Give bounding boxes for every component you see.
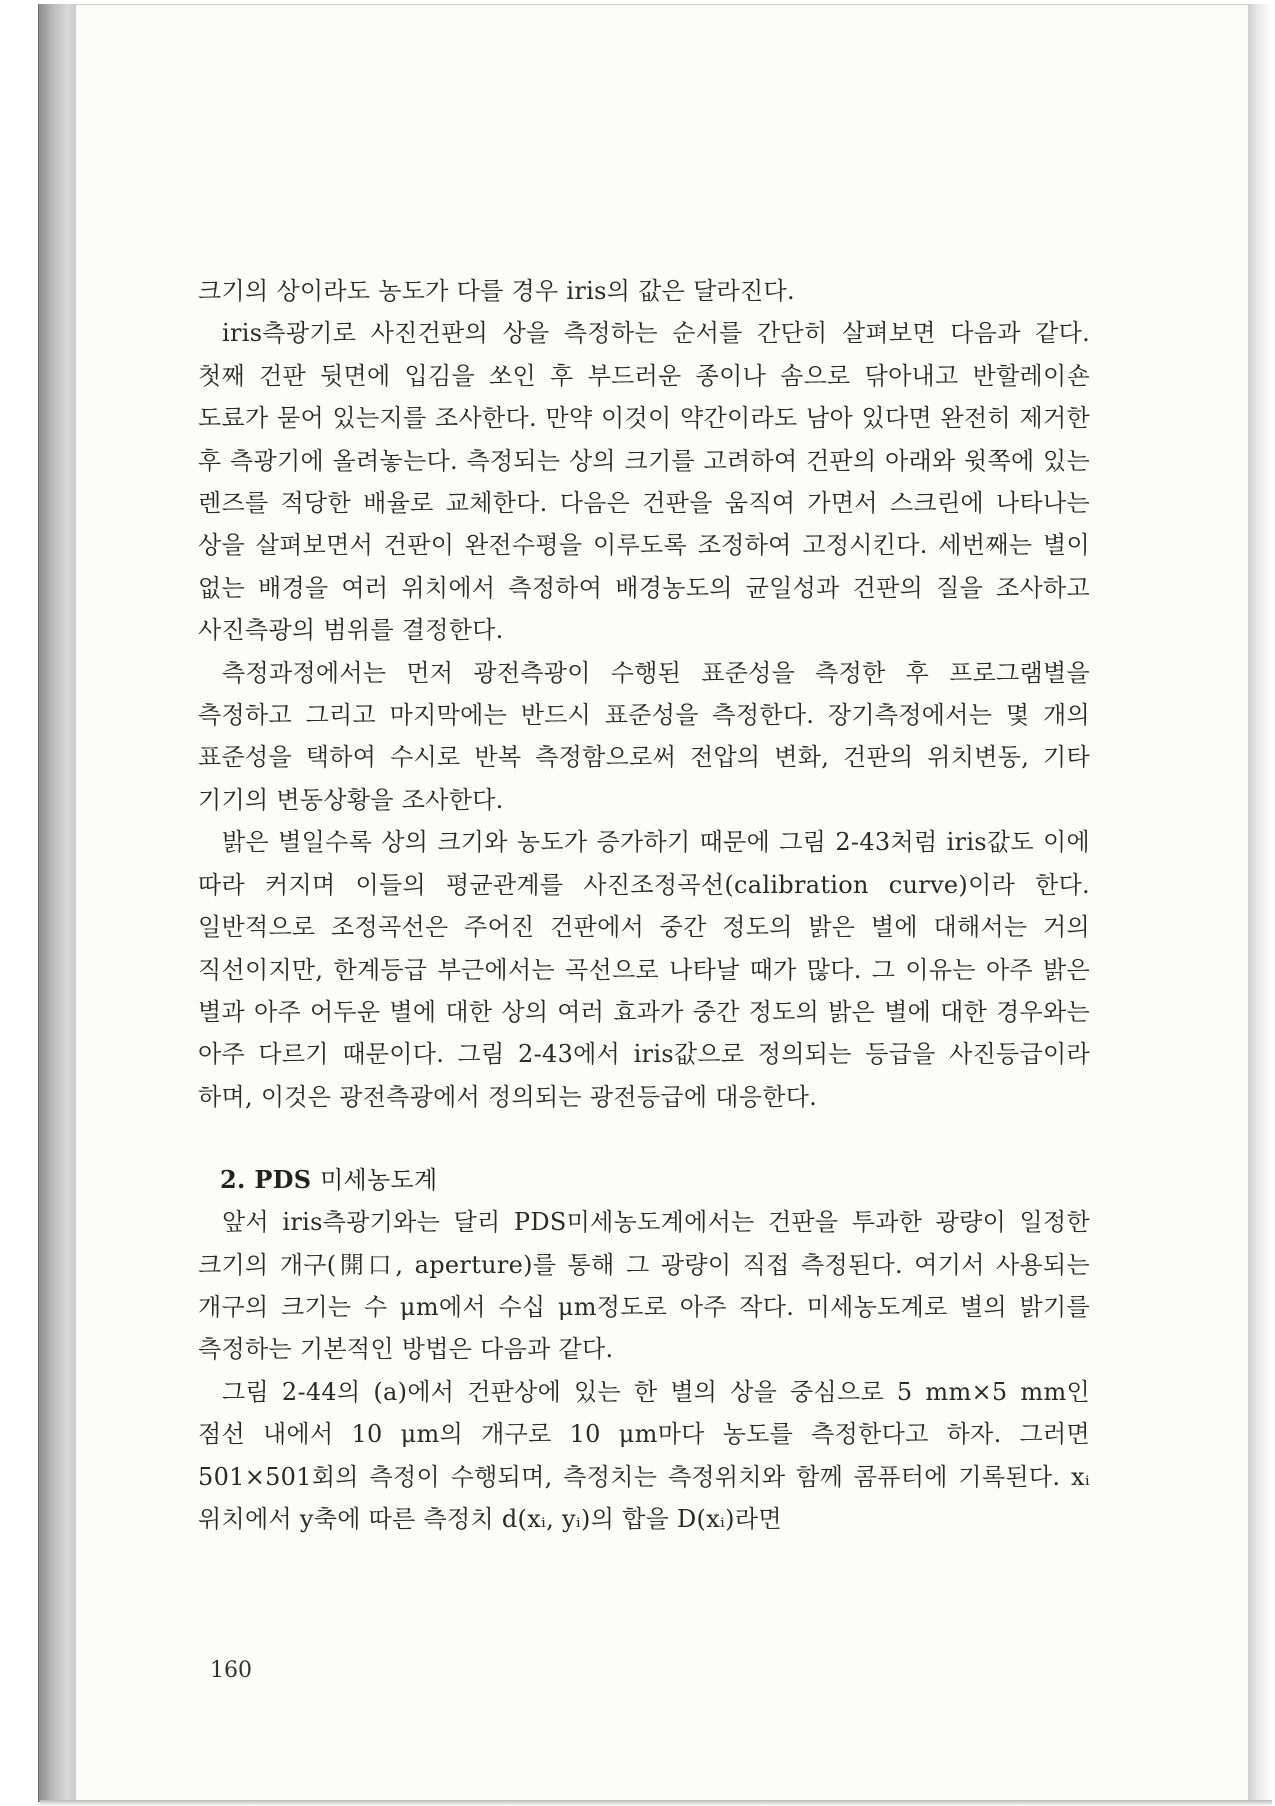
body-text bbox=[198, 270, 1090, 1540]
paragraph: 그림 2-44의 (a)에서 건판상에 있는 한 별의 상을 중심으로 5 mm×5 mm인 점선 내에서 10 μm의 개구로 10 μm마다 농도를 측정한다고 하자. 그러면 501×501회의 측정이 수행되며, 측정치는 측정위치와 함께 콤퓨터에 기록된다. xᵢ 위치에서 y축에 따른 측정치 d(xᵢ, yᵢ)의 합을 D(xᵢ)라면 bbox=[198, 1377, 1090, 1533]
page-bottom-shadow bbox=[40, 1800, 1272, 1806]
paragraph: iris측광기로 사진건판의 상을 측정하는 순서를 간단히 살펴보면 다음과 같다. 첫째 건판 뒷면에 입김을 쏘인 후 부드러운 종이나 솜으로 닦아내고 반할레이숀 도료가 묻어 있는지를 조사한다. 만약 이것이 약간이라도 남아 있다면 완전히 제거한 후 측광기에 올려놓는다. 측정되는 상의 크기를 고려하여 건판의 아래와 윗쪽에 있는 렌즈를 적당한 배율로 교체한다. 다음은 건판을 움직여 가면서 스크린에 나타나는 상을 살펴보면서 건판이 완전수평을 이루도록 조정하여 고정시킨다. 세번째는 별이 없는 배경을 여러 위치에서 측정하여 배경농도의 균일성과 건판의 질을 조사하고 사진측광의 범위를 결정한다. bbox=[198, 319, 1090, 645]
section-number: 2. bbox=[220, 1165, 246, 1195]
page-number: 160 bbox=[210, 1658, 252, 1683]
page-right-shadow bbox=[1248, 4, 1272, 1802]
paragraph: 크기의 상이라도 농도가 다를 경우 iris의 값은 달라진다. bbox=[198, 277, 795, 305]
section-acronym: PDS bbox=[254, 1165, 312, 1195]
section-heading bbox=[220, 1159, 1090, 1201]
paragraph: 밝은 별일수록 상의 크기와 농도가 증가하기 때문에 그림 2-43처럼 iris값도 이에 따라 커지며 이들의 평균관계를 사진조정곡선(calibration curve)이라 한다. 일반적으로 조정곡선은 주어진 건판에서 중간 정도의 밝은 별에 대해서는 거의 직선이지만, 한계등급 부근에서는 곡선으로 나타날 때가 많다. 그 이유는 아주 밝은 별과 아주 어두운 별에 대한 상의 여러 효과가 중간 정도의 밝은 별에 대한 경우와는 아주 다르기 때문이다. 그림 2-43에서 iris값으로 정의되는 등급을 사진등급이라 하며, 이것은 광전측광에서 정의되는 광전등급에 대응한다. bbox=[198, 828, 1090, 1111]
section-title: 미세농도계 bbox=[320, 1166, 438, 1195]
paragraph: 앞서 iris측광기와는 달리 PDS미세농도계에서는 건판을 투과한 광량이 일정한 크기의 개구(開口, aperture)를 통해 그 광량이 직접 측정된다. 여기서 사용되는 개구의 크기는 수 μm에서 수십 μm정도로 아주 작다. 미세농도계로 별의 밝기를 측정하는 기본적인 방법은 다음과 같다. bbox=[198, 1208, 1090, 1364]
paragraph: 측정과정에서는 먼저 광전측광이 수행된 표준성을 측정한 후 프로그램별을 측정하고 그리고 마지막에는 반드시 표준성을 측정한다. 장기측정에서는 몇 개의 표준성을 택하여 수시로 반복 측정함으로써 전압의 변화, 건판의 위치변동, 기타 기기의 변동상황을 조사한다. bbox=[198, 658, 1090, 814]
book-left-edge bbox=[38, 4, 77, 1802]
